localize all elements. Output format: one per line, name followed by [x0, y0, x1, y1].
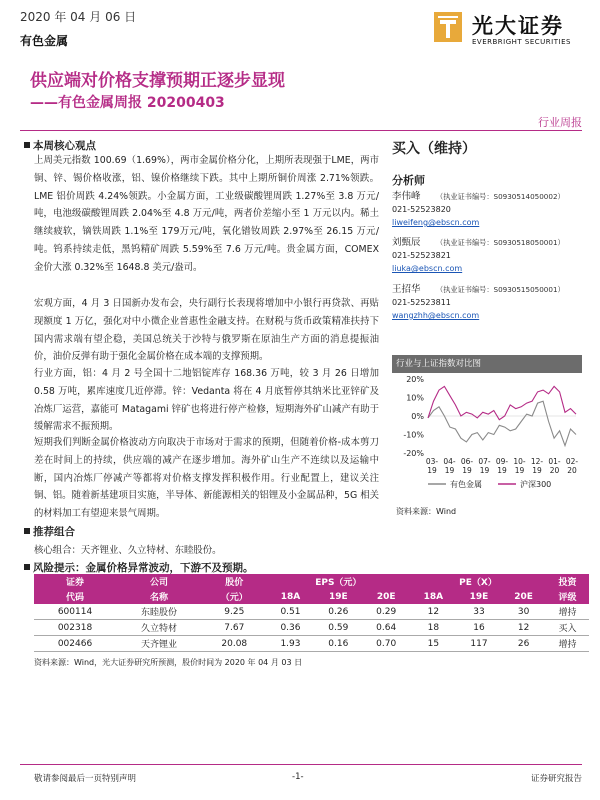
- legend-label: 沪深300: [520, 480, 552, 489]
- y-tick-label: 10%: [406, 393, 424, 403]
- report-subtitle: ——有色金属周报 20200403: [30, 95, 225, 111]
- core-view-paragraph-3: 行业方面，铝：4 月 2 号全国十二地铝锭库存 168.36 万吨，较 3 月 26 日增加 0.58 万吨，累库速度几近停滞。锌：Vedanta 将在 4 月底暂停其纳米比亚锌矿及冶炼厂运营，嘉能可 Matagami 锌矿也将进行停产检修，短期海外矿山减产有助于缓解需求不振预期。: [34, 368, 379, 433]
- x-tick-label: 01-: [548, 457, 561, 466]
- table-cell: 0.51: [267, 604, 315, 620]
- portfolio-text: 核心组合：天齐锂业、久立特材、东睦股份。: [34, 545, 222, 556]
- core-view-heading: 本周核心观点: [24, 138, 96, 153]
- analyst-license: （执业证书编号：S0930514050002）: [436, 192, 565, 201]
- x-tick-label-year: 19: [532, 466, 542, 475]
- table-cell: 7.67: [202, 620, 267, 636]
- table-cell: 0.64: [362, 620, 410, 636]
- y-tick-label: 0%: [411, 412, 424, 421]
- x-tick-label-year: 19: [514, 466, 525, 475]
- header-divider: [20, 130, 582, 131]
- table-header-cell: （元）: [202, 589, 267, 604]
- table-cell: 002466: [34, 636, 116, 652]
- series-line-csi300: [428, 386, 576, 419]
- y-tick-label: -10%: [403, 430, 424, 440]
- bullet-square-icon: [24, 142, 30, 148]
- x-tick-label: 03-: [425, 457, 439, 466]
- x-tick-label-year: 19: [479, 466, 490, 475]
- table-cell: 增持: [546, 604, 589, 620]
- table-cell: 30: [501, 604, 546, 620]
- table-cell: 0.29: [362, 604, 410, 620]
- analyst-email-link[interactable]: liuka@ebscn.com: [392, 264, 463, 273]
- table-cell: 33: [457, 604, 502, 620]
- core-view-paragraph-1: 上周美元指数 100.69（1.69%），两市金属价格分化，上期所表现强于LME，两市铜、锌、锡价格收涨，铝、镍价格继续下跌。其中上期所铜价周涨 2.71%领跌。LME 铝价周跌 4.24%领跌。小金属方面，工业级碳酸锂周跌 1.27%至 3.8 万元/吨，电池级碳酸锂周跌 2.04%至 4.8 万元/吨，两者价差缩小至 1 万元以内。稀土继续疲软，镝铁周跌 1.1%至 179万元/吨，氧化镨钕周跌 2.97%至 26.15 万元/吨。钨系持续走低，黑钨精矿周跌 5.59%至 7.6 万元/吨。贵金属方面，COMEX 金价大涨 0.32%至 1648.8 美元/盎司。: [34, 155, 379, 273]
- x-tick-label: 12-: [530, 457, 544, 466]
- table-cell: 0.70: [362, 636, 410, 652]
- table-header-cell: PE（X）: [410, 574, 546, 589]
- table-header-cell: EPS（元）: [267, 574, 411, 589]
- report-date: 2020 年 04 月 06 日: [20, 10, 137, 24]
- table-header-cell: 19E: [314, 589, 362, 604]
- table-cell: 1.93: [267, 636, 315, 652]
- x-tick-label: 07-: [478, 457, 491, 466]
- table-header-cell: 股价: [202, 574, 267, 589]
- analyst-card: [392, 190, 592, 229]
- table-row: [34, 604, 589, 620]
- logo-mark-icon: [432, 10, 464, 44]
- logo-english-name: EVERBRIGHT SECURITIES: [472, 38, 571, 46]
- table-header-cell: 20E: [362, 589, 410, 604]
- table-cell: 26: [501, 636, 546, 652]
- bullet-square-icon: [24, 564, 30, 570]
- analyst-name: 李伟峰: [392, 191, 421, 202]
- analyst-card: [392, 236, 592, 275]
- outlook-paragraph: [34, 434, 379, 523]
- y-tick-label: 20%: [406, 375, 424, 384]
- report-title: 供应端对价格支撑预期正逐步显现: [30, 71, 285, 91]
- table-cell: 久立特材: [116, 620, 202, 636]
- table-source: 资料来源：Wind，光大证券研究所预测，股价时间为 2020 年 04 月 03 日: [34, 658, 303, 667]
- x-tick-label-year: 19: [427, 466, 437, 475]
- table-cell: 18: [410, 620, 457, 636]
- page-number: -1-: [292, 772, 304, 782]
- table-row: [34, 636, 589, 652]
- table-header-cell: 代码: [34, 589, 116, 604]
- chart-title: 行业与上证指数对比图: [392, 355, 582, 373]
- table-cell: 买入: [546, 620, 589, 636]
- x-tick-label: 06-: [460, 457, 474, 466]
- table-header-cell: 19E: [457, 589, 502, 604]
- core-view-paragraph-2: 宏观方面，4 月 3 日国新办发布会，央行副行长表现将增加中小银行再贷款、再贴现额度 1 万亿，强化对中小微企业普惠性金融支持。在财税与货币政策精准扶持下国内需求端有望企稳，美国总统关于沙特与俄罗斯在原油生产方面的消息提振油价，油价反弹有助于强化金属价格在成本端的支撑预期。: [34, 298, 379, 363]
- bullet-square-icon: [24, 528, 30, 534]
- x-tick-label: 04-: [443, 457, 456, 466]
- table-cell: 0.16: [314, 636, 362, 652]
- chart-plot: [392, 373, 582, 495]
- x-tick-label: 09-: [495, 457, 509, 466]
- analyst-email-link[interactable]: wangzhh@ebscn.com: [392, 311, 480, 320]
- table-cell: 0.26: [314, 604, 362, 620]
- analyst-card: [392, 283, 592, 322]
- investment-rating: 买入（维持）: [392, 141, 476, 157]
- analyst-email-link[interactable]: liweifeng@ebscn.com: [392, 218, 480, 227]
- table-cell: 20.08: [202, 636, 267, 652]
- disclaimer-note: 敬请参阅最后一页特别声明: [34, 774, 137, 784]
- table-header-cell: 投资: [546, 574, 589, 589]
- analyst-phone: 021-52523821: [392, 251, 451, 260]
- table-cell: 600114: [34, 604, 116, 620]
- sector-label: 有色金属: [20, 34, 69, 48]
- table-header-cell: 评级: [546, 589, 589, 604]
- analyst-license: （执业证书编号：S0930515050001）: [436, 285, 565, 294]
- logo-chinese-name: 光大证券: [472, 13, 564, 38]
- analyst-phone: 021-52523811: [392, 298, 451, 307]
- table-header-cell: 名称: [116, 589, 202, 604]
- table-header-cell: 证券: [34, 574, 116, 589]
- table-header-cell: 18A: [267, 589, 315, 604]
- table-row: [34, 620, 589, 636]
- x-tick-label: 02-: [565, 457, 579, 466]
- x-tick-label-year: 19: [444, 466, 455, 475]
- x-tick-label-year: 19: [497, 466, 507, 475]
- footer-report-label: 证券研究报告: [530, 774, 582, 784]
- table-cell: 16: [457, 620, 502, 636]
- company-logo: [432, 6, 582, 54]
- table-cell: 增持: [546, 636, 589, 652]
- portfolio-heading: 推荐组合: [24, 524, 75, 539]
- footer-divider: [20, 764, 582, 765]
- risk-heading: 风险提示：金属价格异常波动，下游不及预期。: [24, 560, 254, 575]
- x-tick-label-year: 20: [549, 466, 560, 475]
- industry-vs-index-chart: [392, 355, 582, 495]
- x-tick-label-year: 20: [567, 466, 577, 475]
- table-header-row: [34, 589, 589, 604]
- legend-label: 有色金属: [450, 480, 482, 489]
- core-view-text: [34, 152, 379, 277]
- analyst-name: 王招华: [392, 284, 421, 295]
- table-cell: 9.25: [202, 604, 267, 620]
- report-type-label: 行业周报: [538, 116, 582, 129]
- industry-paragraph: [34, 365, 379, 436]
- table-header-cell: 20E: [501, 589, 546, 604]
- table-cell: 12: [501, 620, 546, 636]
- analysts-heading: 分析师: [392, 174, 425, 187]
- table-cell: 东睦股份: [116, 604, 202, 620]
- analyst-license: （执业证书编号：S0930518050001）: [436, 238, 565, 247]
- table-header-cell: 18A: [410, 589, 457, 604]
- table-cell: 12: [410, 604, 457, 620]
- table-cell: 117: [457, 636, 502, 652]
- core-view-paragraph-4: 短期我们判断金属价格波动方向取决于市场对于需求的预期，但随着价格-成本剪刀差在时间上的持续，供应端的减产在逐步增加。海外矿山生产不连续以及运输中断，国内冶炼厂停减产等都将对价格支撑发挥积极作用。行业配置上，建议关注铜、铝。随着新基建项目实施，半导体、新能源相关的铝锂及小金属品种，5G 相关的材料加工有望迎来景气周期。: [34, 437, 379, 520]
- analyst-phone: 021-52523820: [392, 205, 451, 214]
- y-tick-label: -20%: [403, 449, 424, 458]
- x-tick-label: 10-: [513, 457, 526, 466]
- table-cell: 0.59: [314, 620, 362, 636]
- table-cell: 002318: [34, 620, 116, 636]
- table-cell: 15: [410, 636, 457, 652]
- analyst-name: 刘甄辰: [392, 237, 421, 248]
- chart-source: 资料来源：Wind: [396, 507, 457, 516]
- recommended-stocks-table: [34, 574, 589, 652]
- table-cell: 天齐锂业: [116, 636, 202, 652]
- x-tick-label-year: 19: [462, 466, 472, 475]
- table-header-cell: 公司: [116, 574, 202, 589]
- macro-paragraph: [34, 295, 379, 366]
- series-line-nonferrous: [428, 401, 576, 445]
- table-header-row: [34, 574, 589, 589]
- table-cell: 0.36: [267, 620, 315, 636]
